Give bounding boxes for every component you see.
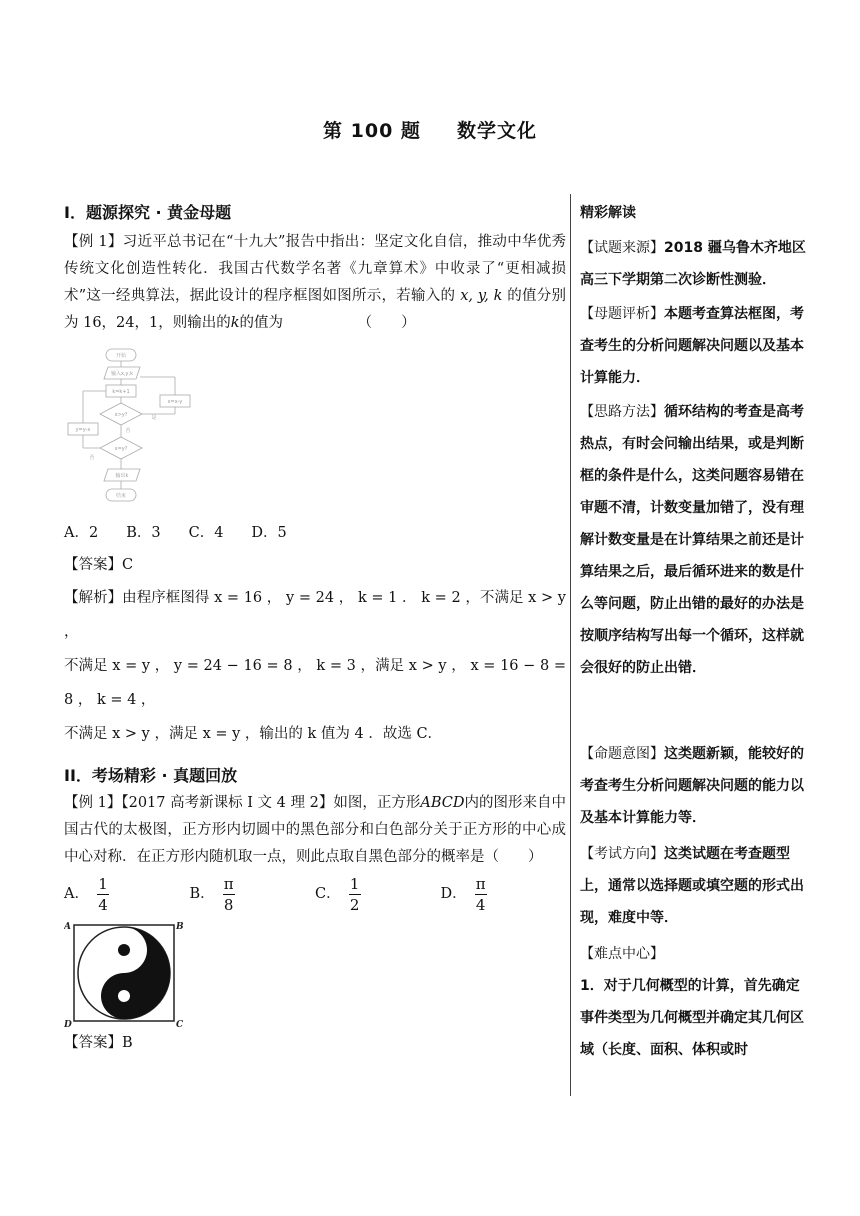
example1-var-k: k: [230, 315, 240, 331]
commentary-heading: 精彩解读: [580, 205, 636, 221]
example1-text-a: 习近平总书记在“十九大”报告中指出：坚定文化自信，推动中华优秀传统文化创造性转化．我国古代数学名著《九章算术》中收录了“更相减损术”这一经典算法，据此设计的程序框图如图所示，若输入的: [64, 234, 566, 304]
corner-b: B: [176, 922, 184, 932]
intent-block: [580, 738, 806, 834]
example1-paren: （ ）: [357, 315, 416, 331]
section1-heading: I．题源探究 · 黄金母题: [64, 203, 232, 222]
example2-text-b: 内的图形来自中国古代的太极图，正方形内切圆中的黑色部分和白色部分关于正方形的中心成中心对称．在正方形内随机取一点，则此点取自黑色部分的概率是（ ）: [64, 795, 567, 865]
option-c-fraction: [349, 875, 361, 914]
flow-end-text: 结束: [115, 493, 127, 499]
method-block: [580, 396, 806, 684]
corner-c: C: [176, 1020, 184, 1029]
flow-output-text: 输出k: [115, 473, 129, 479]
taiji-figure: [64, 919, 184, 1029]
option-c-den: 2: [349, 895, 360, 914]
flow-input-text: 输入x,y,k: [111, 371, 133, 377]
right-column: [580, 200, 806, 1066]
analysis-text: 本题考查算法框图，考查考生的分析问题解决问题以及基本计算能力．: [580, 306, 804, 386]
example2-abcd: ABCD: [420, 795, 465, 811]
analysis-block: [580, 298, 806, 394]
taiji-black-dot: [118, 944, 130, 956]
option-a: [64, 875, 190, 914]
difficulty-label: 【难点中心】: [580, 946, 664, 962]
analysis-label-right: 【母题评析】: [580, 306, 664, 322]
corner-d: D: [64, 1020, 72, 1029]
option-b: [190, 875, 316, 914]
example1-label: 【例 1】: [64, 234, 123, 250]
method-label: 【思路方法】: [580, 404, 664, 420]
option-d-fraction: [475, 875, 487, 914]
example2-options: [64, 871, 566, 917]
option-a-num: 1: [98, 874, 108, 893]
option-b: B．3: [126, 525, 161, 541]
option-d: D．5: [251, 525, 287, 541]
taiji-white-dot: [118, 990, 130, 1002]
example1-options: [64, 521, 566, 545]
option-a: A．2: [64, 525, 99, 541]
flow-assign-x-text: x=x-y: [167, 399, 183, 405]
example1-answer: 【答案】C: [64, 557, 134, 573]
option-a-fraction: [97, 875, 109, 914]
flow-cond2-text: x=y?: [114, 446, 128, 452]
example1-question: [64, 229, 566, 337]
source-label: 【试题来源】: [580, 240, 664, 256]
option-c-label: C．: [315, 886, 341, 902]
page-title: [0, 116, 860, 143]
option-a-den: 4: [98, 895, 108, 914]
corner-a: A: [64, 922, 71, 932]
flow-no-label-2: 否: [89, 455, 95, 461]
flow-step-text: k=k+1: [112, 389, 130, 395]
analysis-label: 【解析】: [64, 590, 123, 606]
left-column: [64, 200, 566, 1055]
flow-cond1-text: x>y?: [114, 412, 128, 418]
example2-question: [64, 790, 566, 871]
example1-text-c: 的值为: [239, 315, 284, 331]
example2-answer: 【答案】B: [64, 1035, 133, 1051]
option-c: [315, 875, 441, 914]
option-d-label: D．: [440, 886, 467, 902]
direction-label: 【考试方向】: [580, 846, 664, 862]
source-text: 2018 疆乌鲁木齐地区高三下学期第二次诊断性测验．: [580, 240, 806, 288]
example2-label: 【例 1】【2017 高考新课标 I 文 4 理 2】: [64, 795, 334, 811]
flow-no-label: 否: [125, 428, 131, 434]
option-b-den: 8: [223, 895, 234, 914]
analysis-line-2: 不满足 x = y ， y = 24 − 16 = 8 ， k = 3 ，满足 x > y ， x = 16 − 8 = 8 ， k = 4 ，: [64, 658, 566, 708]
method-text: 循环结构的考查是高考热点，有时会问输出结果，或是判断框的条件是什么，这类问题容易错在审题不清，计数变量加错了，没有理解计数变量是在计算结果之前还是计算结果之后，最后循环进来的数是什么等问题，防止出错的最好的办法是按顺序结构写出每一个循环，这样就会很好的防止出错．: [580, 404, 804, 676]
example2-text-a: 如图，正方形: [333, 795, 421, 811]
option-d-num: π: [475, 874, 486, 893]
option-b-fraction: [223, 875, 235, 914]
option-b-label: B．: [189, 886, 215, 902]
direction-text: 这类试题在考查题型上，通常以选择题或填空题的形式出现，难度中等．: [580, 846, 804, 926]
section2-heading: II．考场精彩 · 真题回放: [64, 766, 238, 785]
column-divider: [570, 194, 571, 1096]
option-c: C．4: [188, 525, 224, 541]
example1-analysis: [64, 581, 566, 751]
option-d: [441, 875, 567, 914]
option-a-label: A．: [64, 886, 89, 902]
example1-text-b: 的值分别为 16，24，1，则输出的: [64, 288, 567, 331]
difficulty-text: 1．对于几何概型的计算，首先确定事件类型为几何概型并确定其几何区域（长度、面积、体积或时: [580, 978, 804, 1058]
flow-start-text: 开始: [115, 353, 127, 359]
source-block: [580, 232, 806, 296]
flow-yes-label: 是: [151, 415, 157, 421]
option-b-num: π: [223, 874, 234, 893]
title-number: 第 100 题: [323, 120, 421, 142]
analysis-line-1: 由程序框图得 x = 16 ， y = 24 ， k = 1 ． k = 2 ，不满足 x > y ，: [64, 590, 567, 640]
intent-text: 这类题新颖，能较好的考查考生分析问题解决问题的能力以及基本计算能力等．: [580, 746, 804, 826]
option-d-den: 4: [475, 895, 486, 914]
flow-assign-y-text: y=y-x: [75, 427, 91, 433]
intent-label: 【命题意图】: [580, 746, 664, 762]
example1-vars: x, y, k: [460, 288, 503, 304]
analysis-line-3: 不满足 x > y ，满足 x = y ，输出的 k 值为 4 ．故选 C．: [64, 726, 443, 742]
direction-block: [580, 838, 806, 934]
option-c-num: 1: [349, 874, 360, 893]
title-topic: 数学文化: [456, 120, 537, 142]
flowchart-figure: [64, 347, 204, 517]
